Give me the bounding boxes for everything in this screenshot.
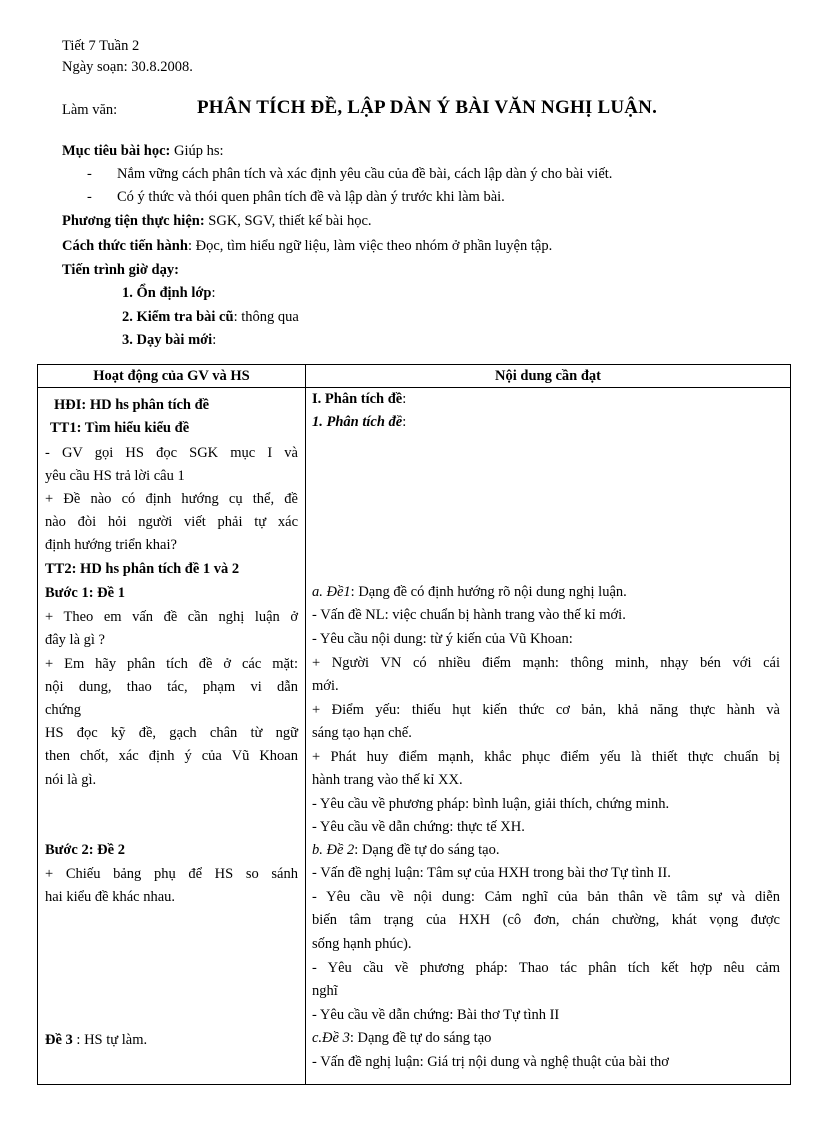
table-row bbox=[38, 388, 791, 1085]
lesson-title: PHÂN TÍCH ĐỀ, LẬP DÀN Ý BÀI VĂN NGHỊ LUẬN. bbox=[197, 97, 658, 118]
content-line: hành trang vào thế kỉ XX. bbox=[312, 772, 463, 788]
objective-item-1: - Nắm vững cách phân tích và xác định yêu cầu của đề bài, cách lập dàn ý cho bài viết. bbox=[87, 166, 613, 182]
left-line: then chốt, xác định ý của Vũ Khoan bbox=[45, 748, 298, 764]
tt1-heading: TT1: Tìm hiểu kiểu đề bbox=[50, 420, 190, 436]
left-line: + Em hãy phân tích đề ở các mặt: bbox=[45, 656, 298, 672]
means-label: Phương tiện thực hiện: bbox=[62, 213, 205, 229]
left-line: + Theo em vấn đề cần nghị luận ở bbox=[45, 609, 298, 625]
means-text: SGK, SGV, thiết kế bài học. bbox=[204, 213, 372, 229]
objective-item-2: - Có ý thức và thói quen phân tích đề và lập dàn ý trước khi làm bài. bbox=[87, 189, 505, 205]
process-step-2: 2. Kiểm tra bài cũ: thông qua bbox=[122, 309, 299, 325]
tt2-heading: TT2: HD hs phân tích đề 1 và 2 bbox=[45, 561, 240, 577]
objectives-label: Mục tiêu bài học: bbox=[62, 143, 171, 159]
content-line: - Yêu cầu nội dung: từ ý kiến của Vũ Khoan: bbox=[312, 631, 573, 647]
lesson-plan-table bbox=[37, 364, 791, 1085]
means bbox=[62, 212, 372, 230]
content-line: sống hạnh phúc). bbox=[312, 936, 412, 952]
left-line: nội dung, thao tác, phạm vi dẫn bbox=[45, 679, 298, 695]
content-line: - Yêu cầu về dẫn chứng: thực tế XH. bbox=[312, 819, 525, 835]
item-c: c.Đề 3: Dạng đề tự do sáng tạo bbox=[312, 1030, 492, 1046]
lesson-info: Tiết 7 Tuần 2 bbox=[62, 38, 140, 54]
left-line: định hướng triển khai? bbox=[45, 537, 177, 553]
left-line: hai kiểu đề khác nhau. bbox=[45, 889, 176, 905]
content-line: mới. bbox=[312, 678, 339, 694]
left-line: - GV gọi HS đọc SGK mục I và bbox=[45, 445, 298, 461]
section-1-heading: I. Phân tích đề: bbox=[312, 391, 407, 407]
left-line: yêu cầu HS trả lời câu 1 bbox=[45, 468, 185, 484]
methods-label: Cách thức tiến hành bbox=[62, 238, 188, 254]
left-line: chứng bbox=[45, 702, 82, 718]
process-step-3: 3. Dạy bài mới: bbox=[122, 332, 217, 348]
activities-cell bbox=[38, 388, 306, 1085]
process-step-1: 1. Ổn định lớp: bbox=[122, 285, 216, 301]
left-line: nói là gì. bbox=[45, 772, 97, 788]
methods bbox=[62, 237, 552, 255]
content-line: - Vấn đề nghị luận: Giá trị nội dung và nghệ thuật của bài thơ bbox=[312, 1054, 669, 1070]
content-line: + Phát huy điểm mạnh, khắc phục điểm yếu là thiết thực chuẩn bị bbox=[312, 749, 780, 765]
de3-line: Đề 3 : HS tự làm. bbox=[45, 1032, 148, 1048]
content-line: + Điểm yếu: thiếu hụt kiến thức cơ bản, khả năng thực hành và bbox=[312, 702, 780, 718]
left-line: HS đọc kỹ đề, gạch chân từ ngữ bbox=[45, 725, 298, 741]
content-line: - Yêu cầu về phương pháp: bình luận, giải thích, chứng minh. bbox=[312, 796, 670, 812]
left-line: + Chiếu bảng phụ để HS so sánh bbox=[45, 866, 298, 882]
left-line: + Đề nào có định hướng cụ thể, đề bbox=[45, 491, 298, 507]
item-a: a. Đề1: Dạng đề có định hướng rõ nội dung nghị luận. bbox=[312, 584, 627, 600]
objectives-text: Giúp hs: bbox=[170, 143, 224, 159]
content-line: - Yêu cầu về phương pháp: Thao tác phân tích kết hợp nêu cảm bbox=[312, 960, 780, 976]
step1-heading: Bước 1: Đề 1 bbox=[45, 585, 125, 601]
objectives bbox=[62, 142, 224, 160]
methods-text: : Đọc, tìm hiểu ngữ liệu, làm việc theo nhóm ở phần luyện tập. bbox=[187, 238, 553, 254]
header-activities: Hoạt động của GV và HS bbox=[38, 365, 306, 388]
content-line: - Yêu cầu về nội dung: Cảm nghĩ của bản thân về tâm sự và diễn bbox=[312, 889, 780, 905]
content-line: nghĩ bbox=[312, 983, 338, 999]
content-line: - Vấn đề nghị luận: Tâm sự của HXH trong bài thơ Tự tình II. bbox=[312, 865, 671, 881]
content-line: + Người VN có nhiều điểm mạnh: thông minh, nhạy bén với cái bbox=[312, 655, 780, 671]
subsection-1-heading: 1. Phân tích đề: bbox=[312, 414, 407, 430]
table-header-row bbox=[38, 365, 791, 388]
prep-date: Ngày soạn: 30.8.2008. bbox=[62, 59, 193, 75]
content-line: - Yêu cầu về dẫn chứng: Bài thơ Tự tình II bbox=[312, 1007, 560, 1023]
left-line: nào đòi hỏi người viết phải tự xác bbox=[45, 514, 298, 530]
left-line: đây là gì ? bbox=[45, 632, 105, 648]
process-label: Tiến trình giờ dạy: bbox=[62, 262, 179, 278]
content-line: - Vấn đề NL: việc chuẩn bị hành trang vào thế kỉ mới. bbox=[312, 607, 626, 623]
content-cell bbox=[306, 388, 791, 1085]
item-b: b. Đề 2: Dạng đề tự do sáng tạo. bbox=[312, 842, 500, 858]
step2-heading: Bước 2: Đề 2 bbox=[45, 842, 125, 858]
subject-label: Làm văn: bbox=[62, 102, 118, 118]
header-content: Nội dung cần đạt bbox=[306, 365, 791, 388]
content-line: biến tâm trạng của HXH (cô đơn, chán chường, khát vọng được bbox=[312, 912, 780, 928]
hd1-heading: HĐI: HD hs phân tích đề bbox=[54, 397, 210, 413]
content-line: sáng tạo hạn chế. bbox=[312, 725, 412, 741]
